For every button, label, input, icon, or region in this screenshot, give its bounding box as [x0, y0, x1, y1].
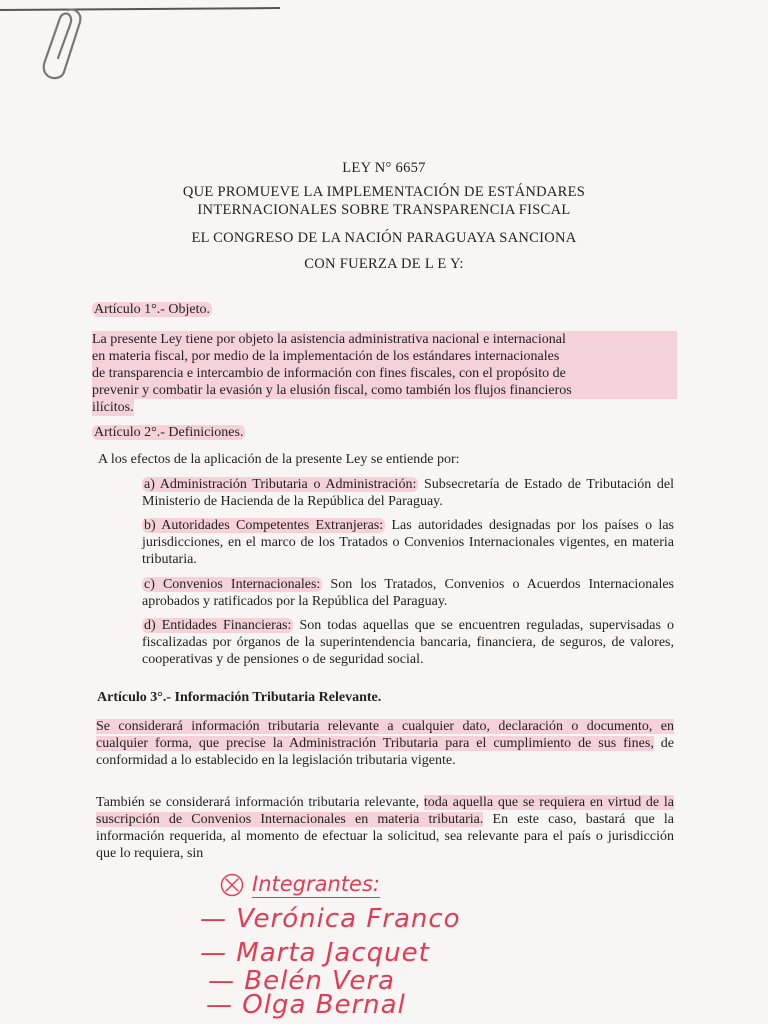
handwritten-name-4 [206, 990, 406, 1020]
law-title [0, 183, 768, 219]
definition-c [142, 576, 674, 610]
article1-body [92, 331, 677, 416]
article1-line4: prevenir y combatir la evasión y la elusión fiscal, como también los flujos financieros [92, 382, 677, 399]
article3-paragraph1 [96, 718, 674, 769]
article3-p2-highlight: toda aquella que se requiera en virtud de la suscripción de Convenios Internacionales en materia tributaria. [96, 795, 674, 827]
name-1: Verónica Franco [236, 904, 461, 934]
name-3: Belén Vera [244, 966, 395, 996]
article2-intro: A los efectos de la aplicación de la presente Ley se entiende por: [98, 452, 460, 467]
handwritten-name-1 [200, 904, 461, 934]
article3-p2-start: También se considerará información tributaria relevante, [96, 795, 424, 810]
law-title-line1: QUE PROMUEVE LA IMPLEMENTACIÓN DE ESTÁNDARES [182, 184, 586, 200]
paperclip-icon [38, 6, 88, 82]
definition-a-term: a) Administración Tributaria o Administración: [144, 477, 417, 492]
article1-line3: de transparencia e intercambio de información con fines fiscales, con el propósito de [92, 365, 677, 382]
article3-p2-rest: En este caso, bastará que la información requerida, al momento de efectuar la solicitud, sea relevante para el país o jurisdicción que lo requiera, sin [96, 812, 674, 861]
law-number: LEY N° 6657 [342, 160, 426, 176]
handwritten-title-text: Integrantes: [252, 872, 380, 896]
definition-c-term: c) Convenios Internacionales: [144, 577, 321, 592]
handwritten-title [252, 872, 380, 896]
name-2: Marta Jacquet [236, 938, 430, 968]
handwritten-name-2 [200, 938, 430, 968]
article1-line5: ilícitos. [92, 400, 134, 415]
dash-icon: — [200, 904, 237, 934]
dash-icon: — [206, 990, 243, 1020]
congress-line: EL CONGRESO DE LA NACIÓN PARAGUAYA SANCIONA [191, 230, 577, 246]
article3-p1-rest: de conformidad a lo establecido en la legislación tributaria vigente. [96, 736, 675, 768]
article3-paragraph2 [96, 794, 674, 862]
definition-c-text: Son los Tratados, Convenios o Acuerdos Internacionales aprobados y ratificados por la República del Paraguay. [142, 577, 674, 609]
article1-heading-text: Artículo 1°.- Objeto. [94, 302, 211, 317]
article3-p1-highlight: Se considerará información tributaria relevante a cualquier dato, declaración o documento, en cualquier forma, que precise la Administración Tributaria para el cumplimiento de sus fines, [96, 719, 674, 751]
dash-icon: — [200, 938, 237, 968]
definition-b-text: Las autoridades designadas por los países o las jurisdicciones, en el marco de los Tratados o Convenios Internacionales vigentes, en materia tributaria. [142, 518, 674, 567]
definition-d-text: Son todas aquellas que se encuentren reguladas, supervisadas o fiscalizadas por órganos de la superintendencia bancaria, financiera, de seguros, de valores, cooperativas y de pensiones o de seguridad social. [142, 618, 674, 667]
definition-a-text: Subsecretaría de Estado de Tributación del Ministerio de Hacienda de la República del Paraguay. [142, 477, 674, 509]
article2-heading [92, 425, 245, 441]
definition-d-term: d) Entidades Financieras: [144, 618, 292, 633]
definition-d [142, 617, 674, 668]
force-line: CON FUERZA DE L E Y: [304, 256, 464, 272]
article1-line2: en materia fiscal, por medio de la implementación de los estándares internacionales [92, 348, 677, 365]
article1-line1: La presente Ley tiene por objeto la asistencia administrativa nacional e internacional [92, 331, 677, 348]
dash-icon: — [208, 966, 245, 996]
definition-b [142, 517, 674, 568]
definition-b-term: b) Autoridades Competentes Extranjeras: [144, 518, 384, 533]
name-4: Olga Bernal [242, 990, 406, 1020]
article2-heading-text: Artículo 2°.- Definiciones. [94, 425, 244, 440]
definition-a [142, 476, 674, 510]
law-title-line2: INTERNACIONALES SOBRE TRANSPARENCIA FISCAL [197, 202, 571, 218]
asterisk-circle-icon [219, 872, 245, 898]
article3-heading: Artículo 3°.- Información Tributaria Relevante. [97, 690, 382, 705]
article1-heading [92, 302, 212, 318]
